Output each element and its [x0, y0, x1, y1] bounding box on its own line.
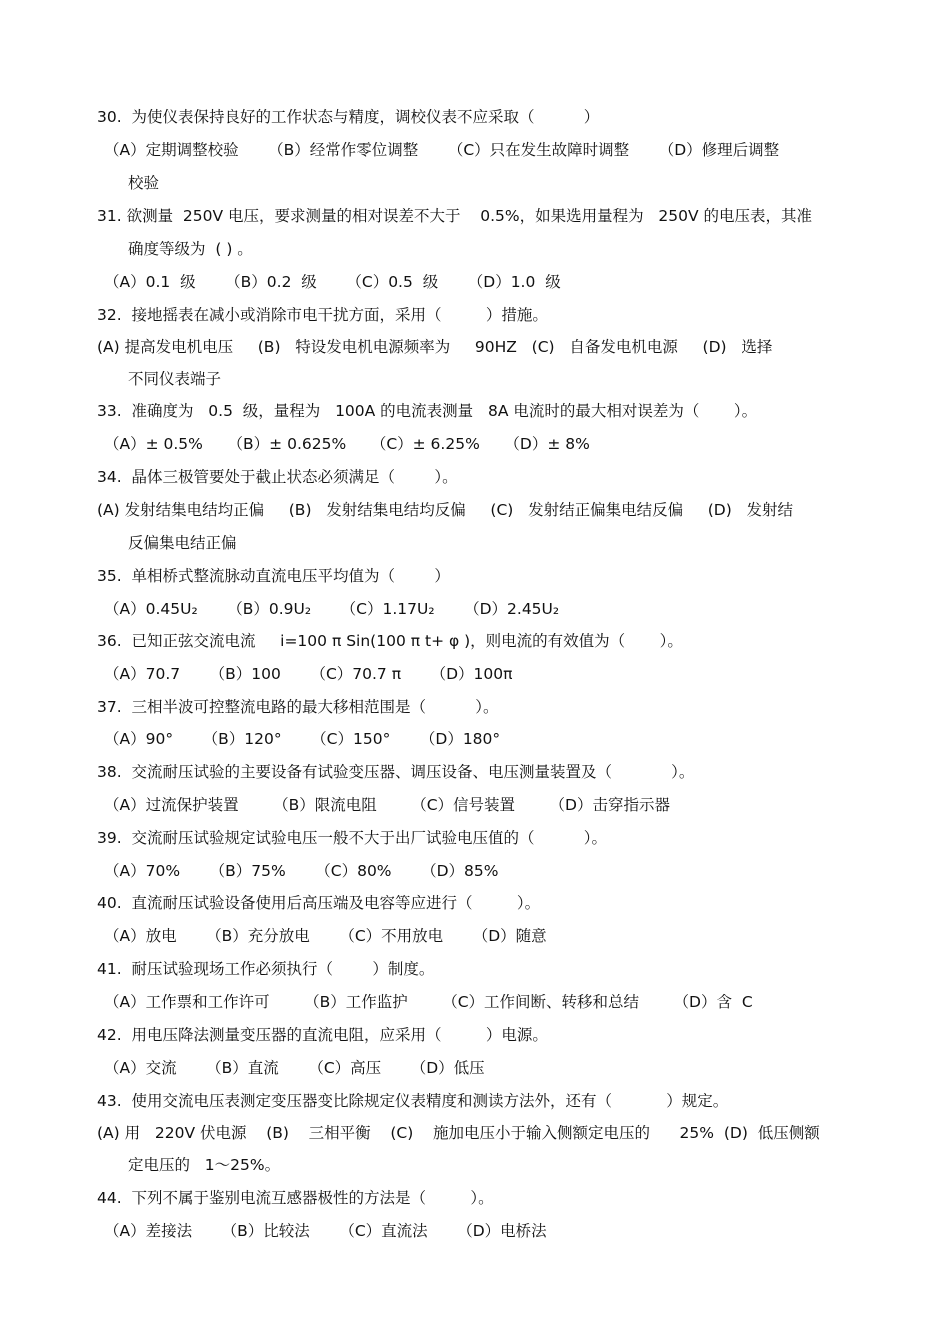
- options-39: （A）70% （B）75% （C）80% （D）85%: [104, 862, 499, 880]
- options-40: （A）放电 （B）充分放电 （C）不用放电 （D）随意: [104, 927, 547, 945]
- question-41: 41. 耐压试验现场工作必须执行（ ）制度。: [97, 960, 435, 978]
- question-35: 35. 单相桥式整流脉动直流电压平均值为（ ）: [97, 567, 450, 585]
- options-41: （A）工作票和工作许可 （B）工作监护 （C）工作间断、转移和总结 （D）含 C: [104, 993, 753, 1011]
- options-43-continued: 定电压的 1～25%。: [128, 1156, 281, 1174]
- question-37: 37. 三相半波可控整流电路的最大移相范围是（ ）。: [97, 698, 499, 716]
- options-31: （A）0.1 级 （B）0.2 级 （C）0.5 级 （D）1.0 级: [104, 273, 561, 291]
- options-32: (A) 提高发电机电压 (B) 特设发电机电源频率为 90HZ (C) 自备发电机电源 (D) 选择: [97, 338, 773, 356]
- question-33: 33. 准确度为 0.5 级，量程为 100A 的电流表测量 8A 电流时的最大相对误差为（ ）。: [97, 402, 758, 420]
- options-33: （A）± 0.5% （B）± 0.625% （C）± 6.25% （D）± 8%: [104, 435, 590, 453]
- options-30: （A）定期调整校验 （B）经常作零位调整 （C）只在发生故障时调整 （D）修理后调整: [104, 141, 780, 159]
- options-42: （A）交流 （B）直流 （C）高压 （D）低压: [104, 1059, 485, 1077]
- question-44: 44. 下列不属于鉴别电流互感器极性的方法是（ ）。: [97, 1189, 494, 1207]
- question-31: 31. 欲测量 250V 电压，要求测量的相对误差不大于 0.5%，如果选用量程为 250V 的电压表，其准: [97, 207, 813, 225]
- options-44: （A）差接法 （B）比较法 （C）直流法 （D）电桥法: [104, 1222, 547, 1240]
- options-38: （A）过流保护装置 （B）限流电阻 （C）信号装置 （D）击穿指示器: [104, 796, 670, 814]
- options-36: （A）70.7 （B）100 （C）70.7 π （D）100π: [104, 665, 513, 683]
- question-30: 30. 为使仪表保持良好的工作状态与精度，调校仪表不应采取（ ）: [97, 108, 600, 126]
- question-40: 40. 直流耐压试验设备使用后高压端及电容等应进行（ ）。: [97, 894, 541, 912]
- options-30-continued: 校验: [128, 174, 160, 192]
- options-37: （A）90° （B）120° （C）150° （D）180°: [104, 730, 501, 748]
- question-32: 32. 接地摇表在减小或消除市电干扰方面，采用（ ）措施。: [97, 306, 548, 324]
- question-43: 43. 使用交流电压表测定变压器变比除规定仪表精度和测读方法外，还有（ ）规定。: [97, 1092, 729, 1110]
- options-43: (A) 用 220V 伏电源 (B) 三相平衡 (C) 施加电压小于输入侧额定电压的 25% (D) 低压侧额: [97, 1124, 820, 1142]
- options-32-continued: 不同仪表端子: [128, 370, 222, 388]
- question-34: 34. 晶体三极管要处于截止状态必须满足（ ）。: [97, 468, 458, 486]
- question-42: 42. 用电压降法测量变压器的直流电阻，应采用（ ）电源。: [97, 1026, 548, 1044]
- question-38: 38. 交流耐压试验的主要设备有试验变压器、调压设备、电压测量装置及（ ）。: [97, 763, 695, 781]
- options-34: (A) 发射结集电结均正偏 (B) 发射结集电结均反偏 (C) 发射结正偏集电结反偏 (D) 发射结: [97, 501, 794, 519]
- question-36: 36. 已知正弦交流电流 i=100 π Sin(100 π t+ φ )，则电流的有效值为（ ）。: [97, 632, 683, 650]
- question-31-continued: 确度等级为 ( ) 。: [128, 240, 253, 258]
- options-34-continued: 反偏集电结正偏: [128, 534, 237, 552]
- options-35: （A）0.45U₂ （B）0.9U₂ （C）1.17U₂ （D）2.45U₂: [104, 600, 560, 618]
- question-39: 39. 交流耐压试验规定试验电压一般不大于出厂试验电压值的（ ）。: [97, 829, 608, 847]
